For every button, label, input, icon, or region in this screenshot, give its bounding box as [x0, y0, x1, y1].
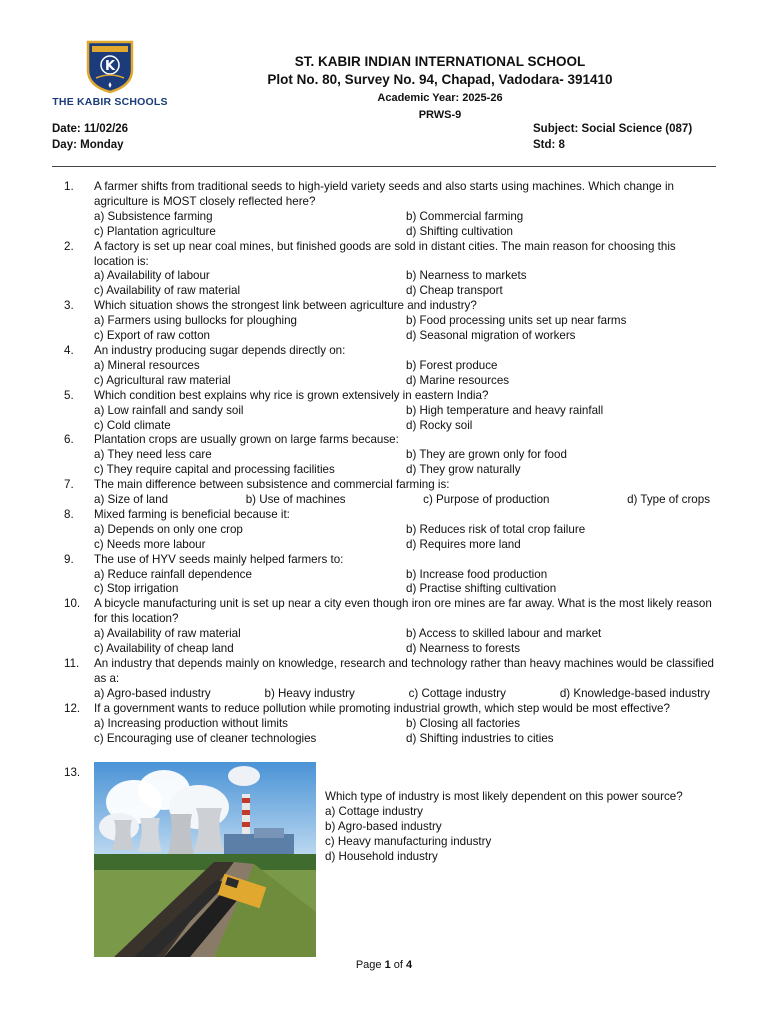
question-item	[52, 180, 716, 240]
question-item	[52, 508, 716, 553]
options	[94, 523, 716, 553]
header-divider	[52, 166, 716, 167]
option: d) Type of crops	[627, 493, 710, 507]
option: c) Export of raw cotton	[94, 329, 210, 343]
option: a) Reduce rainfall dependence	[94, 567, 252, 581]
options	[94, 493, 716, 508]
option: b) Reduces risk of total crop failure	[406, 522, 586, 536]
question-number: 8.	[64, 507, 74, 521]
option: b) Access to skilled labour and market	[406, 627, 602, 641]
option: a) Subsistence farming	[94, 209, 213, 223]
option: d) Shifting cultivation	[406, 224, 513, 238]
option: d) Cheap transport	[406, 284, 503, 298]
option: c) Cottage industry	[408, 686, 506, 700]
question-text: A factory is set up near coal mines, but finished goods are sold in distant cities. The main reason for choosing this location is:	[94, 239, 676, 268]
option: c) Encouraging use of cleaner technologies	[94, 731, 317, 745]
page-footer	[0, 959, 768, 971]
option: a) Mineral resources	[94, 358, 200, 372]
option: b) Food processing units set up near farms	[406, 314, 627, 328]
option: c) Cold climate	[94, 418, 171, 432]
option: a) They need less care	[94, 448, 212, 462]
question-text: Which condition best explains why rice is grown extensively in eastern India?	[94, 388, 489, 402]
option: d) Household industry	[325, 849, 438, 863]
question-text: The main difference between subsistence and commercial farming is:	[94, 478, 450, 492]
option: c) Stop irrigation	[94, 582, 179, 596]
question-item	[52, 344, 716, 389]
option: a) Cottage industry	[325, 804, 423, 818]
total-pages: 4	[406, 959, 413, 971]
academic-year: Academic Year: 2025-26	[377, 92, 503, 104]
options	[94, 269, 716, 299]
option: a) Low rainfall and sandy soil	[94, 403, 244, 417]
question-item	[52, 299, 716, 344]
question-number: 1.	[64, 180, 74, 193]
option: d) Rocky soil	[406, 418, 473, 432]
option: c) Heavy manufacturing industry	[325, 834, 492, 848]
option: c) Availability of raw material	[94, 284, 241, 298]
options	[94, 404, 716, 434]
option: b) Commercial farming	[406, 209, 524, 223]
option: d) They grow naturally	[406, 463, 521, 477]
option: d) Practise shifting cultivation	[406, 582, 557, 596]
question-item	[52, 702, 716, 747]
question-text: An industry that depends mainly on knowledge, research and technology rather than heavy machines would be classified as a:	[94, 657, 714, 685]
options	[94, 687, 716, 702]
options	[94, 210, 716, 240]
options	[94, 568, 716, 598]
options	[94, 717, 716, 747]
footer-mid: of	[390, 959, 407, 971]
option: c) Agricultural raw material	[94, 373, 231, 387]
options	[94, 627, 716, 657]
option: c) Availability of cheap land	[94, 642, 234, 656]
current-page: 1	[384, 959, 391, 971]
question-number: 9.	[64, 552, 74, 566]
option: a) Availability of raw material	[94, 627, 241, 641]
options	[94, 448, 716, 478]
question-number: 12.	[64, 701, 81, 715]
question-text: A bicycle manufacturing unit is set up near a city even though iron ore mines are far away. What is the most likely reason for this location?	[94, 597, 712, 626]
option: a) Depends on only one crop	[94, 522, 243, 536]
option: b) Use of machines	[245, 493, 346, 507]
option: c) Needs more labour	[94, 537, 206, 551]
option: b) Closing all factories	[406, 716, 521, 730]
date: Date: 11/02/26	[52, 123, 129, 135]
power-plant-image	[94, 762, 316, 957]
question-item	[52, 433, 716, 478]
question-text: Plantation crops are usually grown on large farms because:	[94, 433, 399, 447]
question-item	[52, 597, 716, 657]
question-number: 2.	[64, 239, 74, 253]
footer-prefix: Page	[355, 959, 385, 971]
day: Day: Monday	[52, 139, 124, 151]
question-number: 7.	[64, 478, 74, 492]
option: c) Plantation agriculture	[94, 224, 216, 238]
question-number: 10.	[64, 597, 81, 611]
option: d) Marine resources	[406, 373, 510, 387]
option: b) Nearness to markets	[406, 269, 527, 283]
question-number: 6.	[64, 433, 74, 447]
question-13	[325, 790, 715, 865]
question-text: If a government wants to reduce pollution while promoting industrial growth, which step would be most effective?	[94, 701, 670, 715]
options	[94, 314, 716, 344]
question-text: The use of HYV seeds mainly helped farmers to:	[94, 552, 344, 566]
question-list	[52, 180, 716, 746]
option: b) Agro-based industry	[325, 819, 442, 833]
option: d) Requires more land	[406, 537, 521, 551]
question-number: 13.	[64, 766, 81, 779]
option: b) They are grown only for food	[406, 448, 567, 462]
options	[94, 359, 716, 389]
question-item	[52, 478, 716, 508]
option: c) They require capital and processing facilities	[94, 463, 335, 477]
school-logo	[44, 38, 176, 110]
option: d) Seasonal migration of workers	[406, 329, 576, 343]
option: b) Heavy industry	[264, 686, 355, 700]
option: d) Shifting industries to cities	[406, 731, 554, 745]
paper-code: PRWS-9	[418, 109, 462, 121]
std: Std: 8	[533, 139, 565, 151]
question-text: Mixed farming is beneficial because it:	[94, 507, 290, 521]
option: d) Knowledge-based industry	[559, 686, 710, 700]
question-item	[52, 553, 716, 598]
question-number: 11.	[64, 657, 80, 670]
option: a) Availability of labour	[94, 269, 210, 283]
option: b) High temperature and heavy rainfall	[406, 403, 604, 417]
thermal-power-plant-illustration	[94, 762, 316, 957]
option: a) Increasing production without limits	[94, 716, 288, 730]
question-number: 3.	[64, 299, 74, 313]
school-crest-icon	[82, 38, 138, 94]
option: a) Size of land	[94, 493, 169, 507]
logo-letter: K	[104, 59, 116, 74]
question-item	[52, 240, 716, 300]
option: d) Nearness to forests	[406, 642, 521, 656]
school-name: ST. KABIR INDIAN INTERNATIONAL SCHOOL	[294, 54, 586, 69]
school-address: Plot No. 80, Survey No. 94, Chapad, Vadodara- 391410	[267, 72, 613, 87]
question-number: 5.	[64, 388, 74, 402]
question-item	[52, 389, 716, 434]
question-text: Which situation shows the strongest link between agriculture and industry?	[94, 299, 477, 313]
question-text: A farmer shifts from traditional seeds to high-yield variety seeds and also starts using machines. Which change in agriculture is MOST closely reflected here?	[94, 180, 674, 208]
option: b) Forest produce	[406, 358, 498, 372]
option: c) Purpose of production	[423, 493, 550, 507]
subject: Subject: Social Science (087)	[533, 123, 693, 135]
question-number: 4.	[64, 343, 74, 357]
question-text: An industry producing sugar depends directly on:	[94, 343, 346, 357]
option: a) Farmers using bullocks for ploughing	[94, 314, 297, 328]
logo-text: THE KABIR SCHOOLS	[52, 96, 168, 108]
question-item	[52, 657, 716, 702]
option: a) Agro-based industry	[94, 686, 211, 700]
question-text: Which type of industry is most likely dependent on this power source?	[325, 790, 683, 803]
option: b) Increase food production	[406, 567, 548, 581]
